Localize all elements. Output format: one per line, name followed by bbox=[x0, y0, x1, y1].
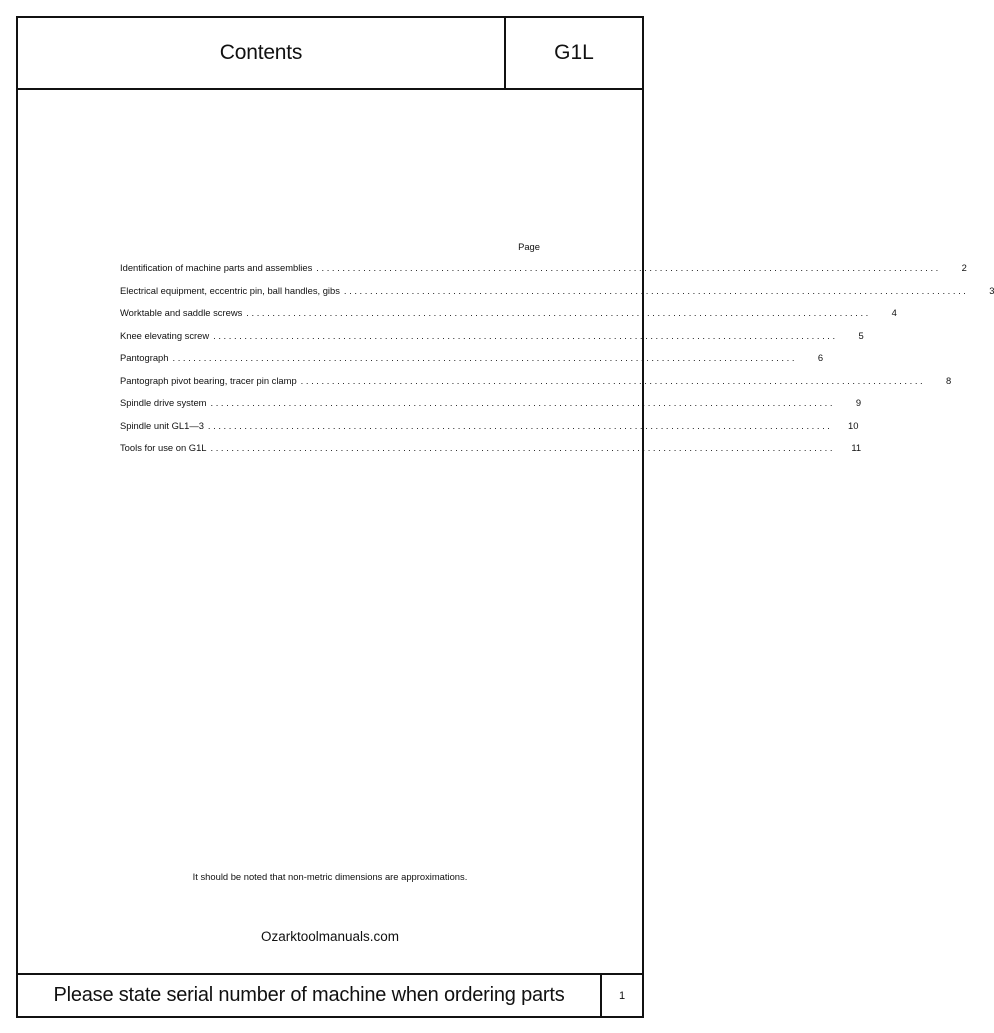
page-number: 1 bbox=[618, 989, 626, 1002]
toc-entry bbox=[120, 419, 859, 442]
toc-entry-page: 10 bbox=[848, 419, 859, 431]
toc-entry bbox=[120, 329, 864, 352]
page-frame bbox=[16, 16, 994, 1018]
ordering-instruction: Please state serial number of machine when ordering parts bbox=[18, 975, 602, 1016]
toc-leader-dots: ........................................................................................................................ bbox=[172, 352, 798, 363]
toc-leader-dots: ........................................................................................................................ bbox=[210, 442, 836, 453]
toc-entry bbox=[120, 261, 967, 284]
table-of-contents bbox=[120, 240, 994, 464]
toc-entry-page: 2 bbox=[961, 262, 967, 273]
toc-leader-dots: ........................................................................................................................ bbox=[210, 397, 836, 408]
toc-entry-page: 11 bbox=[851, 442, 862, 453]
toc-entry-title: Worktable and saddle screws bbox=[120, 307, 243, 318]
toc-entry-title: Pantograph pivot bearing, tracer pin clamp bbox=[120, 374, 297, 386]
toc-entry-title: Knee elevating screw bbox=[120, 329, 210, 341]
metric-note: It should be noted that non-metric dimensions are approximations. bbox=[192, 871, 468, 882]
toc-leader-dots: ........................................................................................................................ bbox=[343, 284, 969, 296]
toc-entry bbox=[120, 374, 952, 397]
toc-entry bbox=[120, 306, 897, 329]
toc-leader-dots: ........................................................................................................................ bbox=[246, 307, 871, 318]
toc-entry bbox=[120, 396, 862, 419]
toc-leader-dots: ........................................................................................................................ bbox=[300, 374, 926, 386]
header bbox=[18, 18, 642, 90]
toc-entry bbox=[120, 284, 994, 307]
toc-entry-title: Identification of machine parts and assemblies bbox=[120, 262, 313, 273]
page-column-heading: Page bbox=[518, 241, 540, 252]
toc-entry-title: Pantograph bbox=[120, 352, 169, 363]
toc-entry-page: 9 bbox=[855, 397, 862, 408]
toc-entry-title: Tools for use on G1L bbox=[120, 442, 207, 453]
toc-entry bbox=[120, 351, 824, 374]
toc-entry-page: 3 bbox=[989, 284, 994, 296]
toc-entry-page: 4 bbox=[891, 307, 897, 318]
toc-list bbox=[120, 261, 994, 464]
toc-leader-dots: ........................................................................................................................ bbox=[213, 329, 838, 341]
website-text: Ozarktoolmanuals.com bbox=[260, 929, 400, 944]
toc-entry-page: 5 bbox=[858, 329, 864, 341]
footer bbox=[18, 973, 642, 1016]
page-title: Contents bbox=[18, 18, 506, 88]
toc-entry-page: 8 bbox=[946, 374, 952, 386]
toc-entry-title: Spindle unit GL1—3 bbox=[120, 419, 204, 431]
toc-entry bbox=[120, 441, 862, 464]
toc-entry-page: 6 bbox=[817, 352, 824, 363]
model-code: G1L bbox=[554, 41, 594, 64]
toc-leader-dots: ........................................................................................................................ bbox=[207, 419, 833, 431]
toc-entry-title: Spindle drive system bbox=[120, 397, 207, 408]
toc-leader-dots: ........................................................................................................................ bbox=[316, 262, 941, 273]
toc-entry-title: Electrical equipment, eccentric pin, ball handles, gibs bbox=[120, 284, 340, 296]
